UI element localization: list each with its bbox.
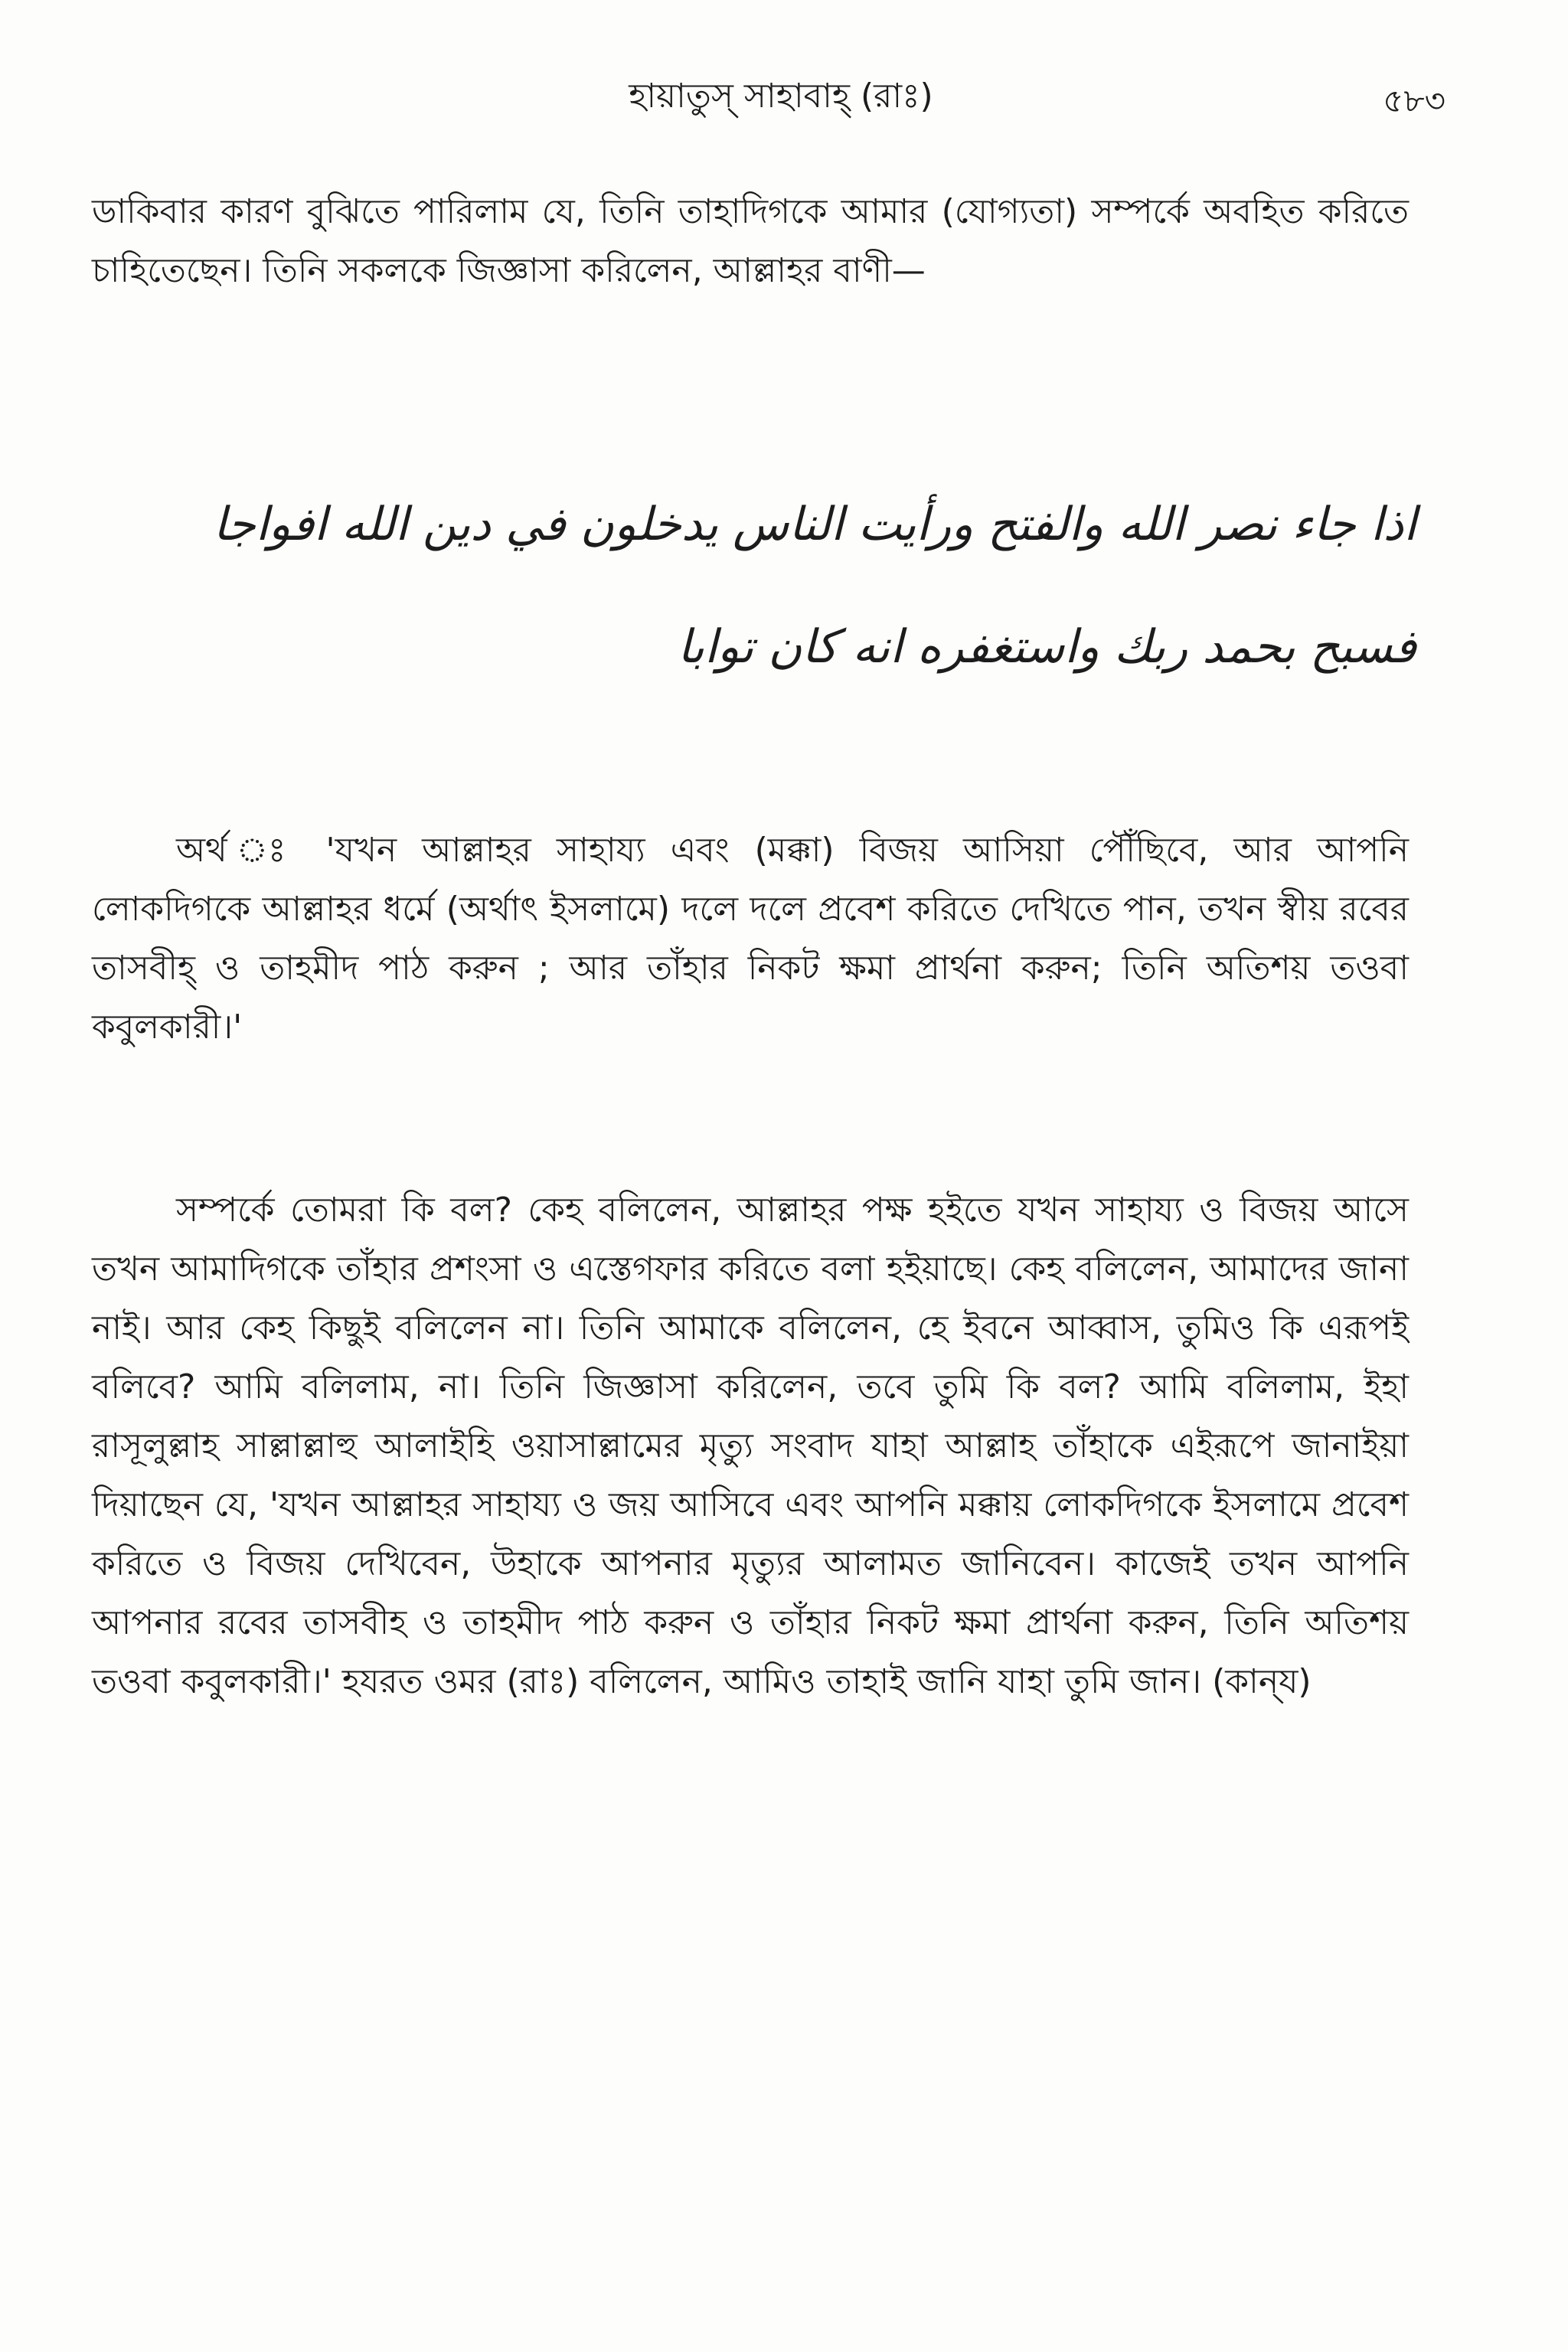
- paragraph-intro-text: ডাকিবার কারণ বুঝিতে পারিলাম যে, তিনি তাহাদিগকে আমার (যোগ্যতা) সম্পর্কে অবহিত করিতে চাহিতেছেন। তিনি সকলকে জিজ্ঞাসা করিলেন, আল্লাহর বাণী—: [92, 192, 1409, 290]
- paragraph-intro: [92, 182, 1409, 300]
- paragraph-translation: [92, 821, 1409, 1057]
- paragraph-translation-text: অর্থ ঃ 'যখন আল্লাহর সাহায্য এবং (মক্কা) বিজয় আসিয়া পৌঁছিবে, আর আপনি লোকদিগকে আল্লাহর ধর্মে (অর্থাৎ ইসলামে) দলে দলে প্রবেশ করিতে দেখিতে পান, তখন স্বীয় রবের তাসবীহ্ ও তাহমীদ পাঠ করুন ; আর তাঁহার নিকট ক্ষমা প্রার্থনা করুন; তিনি অতিশয় তওবা কবুলকারী।': [92, 831, 1409, 1047]
- paragraph-narration: [92, 1181, 1409, 1711]
- running-title: হায়াতুস্ সাহাবাহ্ (রাঃ): [629, 77, 933, 116]
- arabic-verse-line-1: اذا جاء نصر الله والفتح ورأيت الناس يدخلون في دين الله افواجا: [213, 498, 1416, 551]
- arabic-verse-line-2: فسبح بحمد ربك واستغفره انه كان توابا: [678, 620, 1416, 674]
- page-number: ৫৮৩: [1383, 82, 1446, 119]
- paragraph-narration-text: সম্পর্কে তোমরা কি বল? কেহ বলিলেন, আল্লাহর পক্ষ হইতে যখন সাহায্য ও বিজয় আসে তখন আমাদিগকে তাঁহার প্রশংসা ও এস্তেগফার করিতে বলা হইয়াছে। কেহ বলিলেন, আমাদের জানা নাই। আর কেহ কিছুই বলিলেন না। তিনি আমাকে বলিলেন, হে ইবনে আব্বাস, তুমিও কি এরূপই বলিবে? আমি বলিলাম, না। তিনি জিজ্ঞাসা করিলেন, তবে তুমি কি বল? আমি বলিলাম, ইহা রাসূলুল্লাহ সাল্লাল্লাহু আলাইহি ওয়াসাল্লামের মৃত্যু সংবাদ যাহা আল্লাহ তাঁহাকে এইরূপে জানাইয়া দিয়াছেন যে, 'যখন আল্লাহর সাহায্য ও জয় আসিবে এবং আপনি মক্কায় লোকদিগকে ইসলামে প্রবেশ করিতে ও বিজয় দেখিবেন, উহাকে আপনার মৃত্যুর আলামত জানিবেন। কাজেই তখন আপনি আপনার রবের তাসবীহ ও তাহমীদ পাঠ করুন ও তাঁহার নিকট ক্ষমা প্রার্থনা করুন, তিনি অতিশয় তওবা কবুলকারী।' হযরত ওমর (রাঃ) বলিলেন, আমিও তাহাই জানি যাহা তুমি জান। (কান্‌য): [92, 1191, 1409, 1701]
